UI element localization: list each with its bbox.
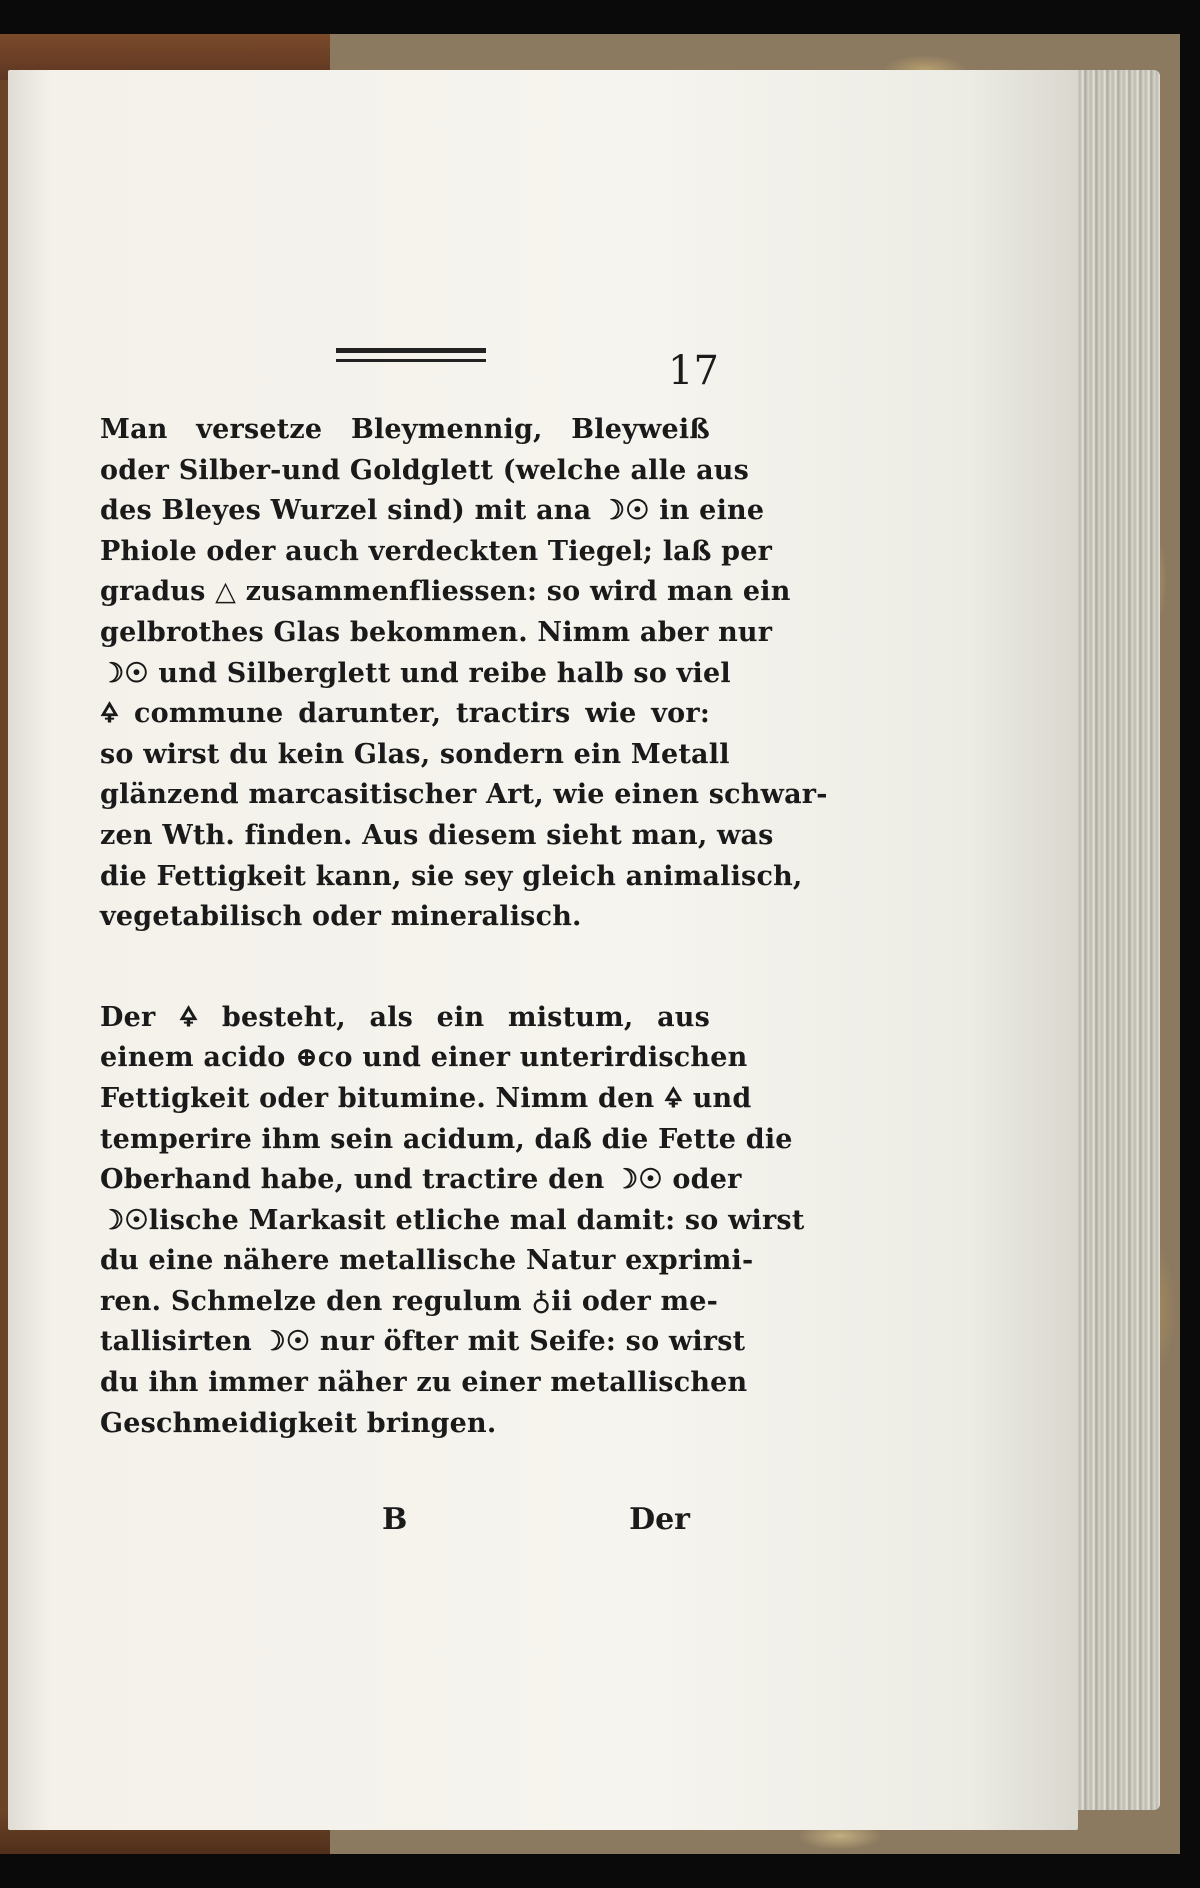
text-block	[100, 410, 828, 1444]
text-line: vegetabilisch oder mineralisch.	[100, 901, 582, 933]
text-line: Fettigkeit oder bitumine. Nimm den 🜍 und	[100, 1082, 752, 1114]
text-line: einem acido ⊕co und einer unterirdischen	[100, 1042, 748, 1074]
paragraph-1	[100, 410, 828, 938]
catchword: Der	[629, 1502, 690, 1537]
text-line: du eine nähere metallische Natur exprimi-	[100, 1245, 754, 1277]
paragraph-2	[100, 998, 805, 1445]
text-line: des Bleyes Wurzel sind) mit ana ☽☉ in eine	[100, 495, 765, 527]
text-line: 🜍 commune darunter, tractirs wie vor:	[100, 698, 710, 730]
text-line: oder Silber-und Goldglett (welche alle aus	[100, 454, 750, 486]
text-line: glänzend marcasitischer Art, wie einen schwar-	[100, 779, 828, 811]
text-line: ☽☉ und Silberglett und reibe halb so viel	[100, 657, 731, 689]
text-line: Oberhand habe, und tractire den ☽☉ oder	[100, 1164, 742, 1196]
text-line: ☽☉lische Markasit etliche mal damit: so wirst	[100, 1204, 805, 1236]
text-line: die Fettigkeit kann, sie sey gleich animalisch,	[100, 860, 803, 892]
text-line: du ihn immer näher zu einer metallischen	[100, 1367, 748, 1399]
header-ornament-rule	[336, 348, 486, 362]
text-line: Der 🜍 besteht, als ein mistum, aus	[100, 1001, 710, 1033]
text-line: Geschmeidigkeit bringen.	[100, 1407, 497, 1439]
book-page	[8, 70, 1078, 1830]
text-line: ren. Schmelze den regulum ♁ii oder me-	[100, 1285, 719, 1317]
signature-mark: B	[382, 1502, 408, 1537]
text-line: Phiole oder auch verdeckten Tiegel; laß per	[100, 535, 773, 567]
text-line: Man versetze Bleymennig, Bleyweiß	[100, 414, 710, 445]
text-line: tallisirten ☽☉ nur öfter mit Seife: so wirst	[100, 1326, 746, 1358]
text-line: temperire ihm sein acidum, daß die Fette die	[100, 1123, 793, 1155]
text-line: gelbrothes Glas bekommen. Nimm aber nur	[100, 616, 773, 648]
text-line: so wirst du kein Glas, sondern ein Metall	[100, 738, 730, 770]
text-line: gradus △ zusammenfliessen: so wird man ein	[100, 576, 791, 608]
text-line: zen Wth. finden. Aus diesem sieht man, was	[100, 819, 774, 851]
page-number: 17	[668, 348, 719, 394]
